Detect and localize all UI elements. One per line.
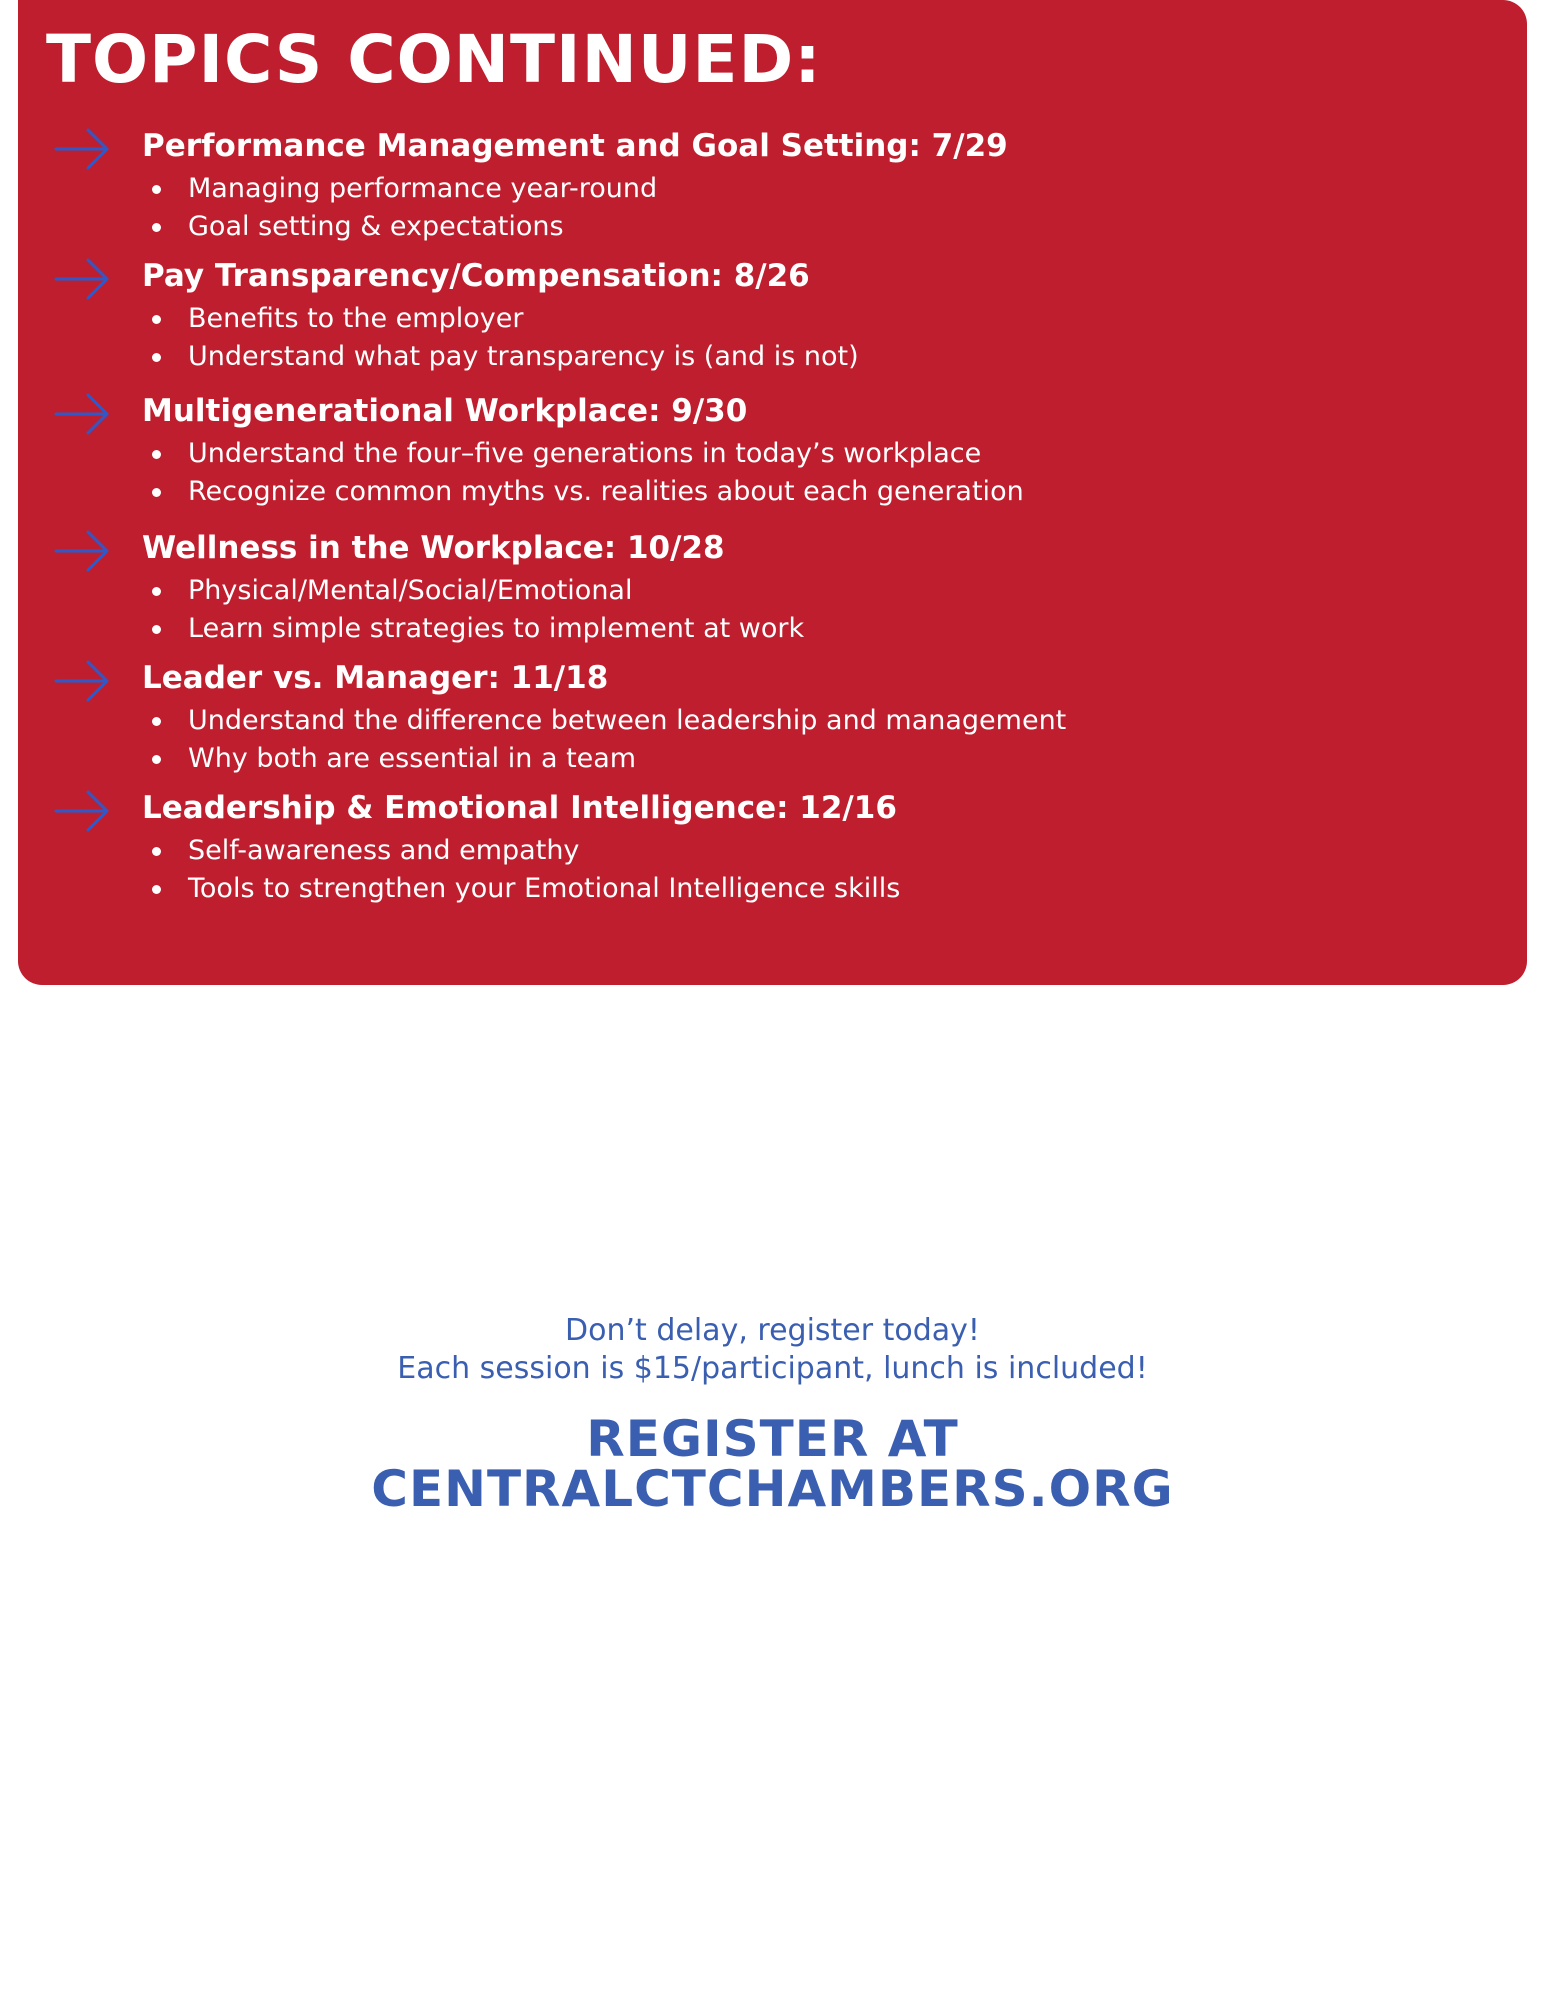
topic-bullet: Physical/Mental/Social/Emotional	[142, 572, 804, 610]
topic-bullet: Goal setting & expectations	[142, 208, 657, 246]
register-at-label: REGISTER AT	[586, 1410, 959, 1468]
topic-heading: Leadership & Emotional Intelligence: 12/16	[142, 790, 897, 826]
topic-bullet: Understand what pay transparency is (and is not)	[142, 338, 859, 376]
arrow-right-icon	[52, 387, 112, 439]
cta-line-register-today: Don’t delay, register today!	[565, 1313, 980, 1348]
topic-bullet: Why both are essential in a team	[142, 740, 1066, 778]
register-url[interactable]	[0, 1410, 1545, 1518]
topic-heading: Pay Transparency/Compensation: 8/26	[142, 258, 810, 294]
topic-bullet: Understand the difference between leadership and management	[142, 702, 1066, 740]
topic-bullet: Learn simple strategies to implement at work	[142, 610, 804, 648]
topic-heading: Wellness in the Workplace: 10/28	[142, 530, 725, 566]
arrow-right-icon	[52, 784, 112, 836]
topic-heading: Leader vs. Manager: 11/18	[142, 660, 609, 696]
cta-line-pricing: Each session is $15/participant, lunch is included!	[397, 1351, 1148, 1386]
topic-bullets	[142, 170, 657, 246]
topic-bullet: Managing performance year-round	[142, 170, 657, 208]
topic-bullet: Self-awareness and empathy	[142, 832, 900, 870]
topic-bullets	[142, 832, 900, 908]
topic-bullets	[142, 702, 1066, 778]
arrow-right-icon	[52, 524, 112, 576]
topic-bullet: Recognize common myths vs. realities about each generation	[142, 473, 1024, 511]
arrow-right-icon	[52, 252, 112, 304]
topic-bullets	[142, 572, 804, 648]
topic-bullet: Understand the four–five generations in today’s workplace	[142, 435, 1024, 473]
topic-heading: Performance Management and Goal Setting: 7/29	[142, 128, 1008, 164]
topics-panel	[18, 0, 1527, 985]
panel-title: TOPICS CONTINUED:	[46, 21, 822, 98]
arrow-right-icon	[52, 654, 112, 706]
topic-bullets	[142, 300, 859, 376]
topic-bullet: Tools to strengthen your Emotional Intelligence skills	[142, 870, 900, 908]
topic-bullet: Benefits to the employer	[142, 300, 859, 338]
topic-heading: Multigenerational Workplace: 9/30	[142, 393, 748, 429]
register-website[interactable]: CENTRALCTCHAMBERS.ORG	[371, 1460, 1174, 1518]
arrow-right-icon	[52, 122, 112, 174]
call-to-action	[0, 1312, 1545, 1388]
topic-bullets	[142, 435, 1024, 511]
